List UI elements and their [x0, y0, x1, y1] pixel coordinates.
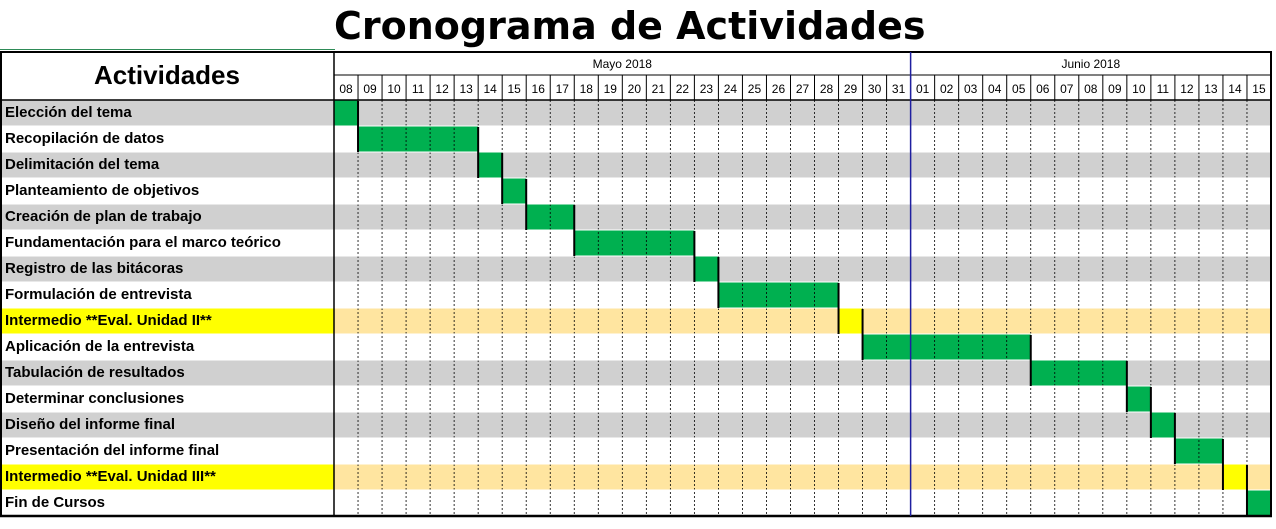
day-label: 25 — [747, 82, 762, 96]
activity-label: Formulación de entrevista — [5, 286, 192, 303]
activity-label: Planteamiento de objetivos — [5, 182, 200, 199]
task-bar — [694, 256, 718, 282]
day-label: 14 — [1228, 82, 1242, 96]
day-label: 10 — [387, 82, 401, 96]
day-label: 23 — [699, 82, 714, 96]
day-label: 14 — [483, 82, 497, 96]
activity-label: Registro de las bitácoras — [5, 260, 184, 277]
day-label: 27 — [795, 82, 810, 96]
day-label: 02 — [939, 82, 954, 96]
day-label: 16 — [531, 82, 545, 96]
day-label: 13 — [459, 82, 473, 96]
day-label: 03 — [963, 82, 978, 96]
day-label: 09 — [1108, 82, 1122, 96]
day-label: 11 — [411, 82, 425, 96]
day-label: 20 — [627, 82, 642, 96]
activity-label: Fin de Cursos — [5, 494, 106, 511]
task-bar — [478, 152, 502, 178]
task-bar — [574, 230, 694, 256]
activity-label: Intermedio **Eval. Unidad III** — [5, 468, 216, 485]
day-label: 28 — [819, 82, 834, 96]
day-label: 22 — [675, 82, 690, 96]
activity-label: Fundamentación para el marco teórico — [5, 234, 281, 251]
day-label: 10 — [1132, 82, 1146, 96]
day-label: 08 — [1084, 82, 1098, 96]
activity-label: Creación de plan de trabajo — [5, 208, 202, 225]
task-bar — [1223, 464, 1247, 490]
day-label: 09 — [363, 82, 377, 96]
day-label: 31 — [891, 82, 906, 96]
day-label: 13 — [1204, 82, 1218, 96]
activities-header: Actividades — [94, 60, 240, 90]
day-label: 21 — [651, 82, 666, 96]
day-label: 04 — [988, 82, 1002, 96]
task-bar — [839, 308, 863, 334]
task-bar — [1151, 412, 1175, 438]
task-bar — [718, 282, 838, 308]
task-bar — [334, 100, 358, 126]
activity-label: Aplicación de la entrevista — [5, 338, 195, 355]
activity-label: Determinar conclusiones — [5, 390, 185, 407]
day-label: 15 — [1252, 82, 1266, 96]
day-label: 12 — [1180, 82, 1194, 96]
day-label: 24 — [723, 82, 738, 96]
task-bar — [863, 334, 1031, 360]
day-label: 15 — [507, 82, 521, 96]
task-bar — [502, 178, 526, 204]
task-bar — [358, 126, 478, 152]
month-label: Mayo 2018 — [592, 57, 652, 71]
day-label: 01 — [915, 82, 930, 96]
page-title: Cronograma de Actividades — [334, 4, 926, 48]
activity-label: Recopilación de datos — [5, 130, 165, 147]
task-bar — [1127, 386, 1151, 412]
activity-label: Intermedio **Eval. Unidad II** — [5, 312, 212, 329]
day-label: 29 — [843, 82, 858, 96]
day-label: 11 — [1156, 82, 1170, 96]
day-label: 17 — [555, 82, 569, 96]
day-label: 18 — [579, 82, 593, 96]
day-label: 06 — [1036, 82, 1050, 96]
day-label: 12 — [435, 82, 449, 96]
activity-label: Diseño del informe final — [5, 416, 176, 433]
activity-label: Delimitación del tema — [5, 156, 160, 173]
month-label: Junio 2018 — [1061, 57, 1121, 71]
day-label: 30 — [867, 82, 882, 96]
activity-label: Presentación del informe final — [5, 442, 220, 459]
day-label: 05 — [1012, 82, 1026, 96]
activity-label: Tabulación de resultados — [5, 364, 185, 381]
task-bar — [1247, 490, 1271, 516]
day-label: 26 — [771, 82, 786, 96]
activity-label: Elección del tema — [5, 104, 132, 121]
day-label: 08 — [339, 82, 353, 96]
day-label: 07 — [1060, 82, 1074, 96]
day-label: 19 — [603, 82, 617, 96]
